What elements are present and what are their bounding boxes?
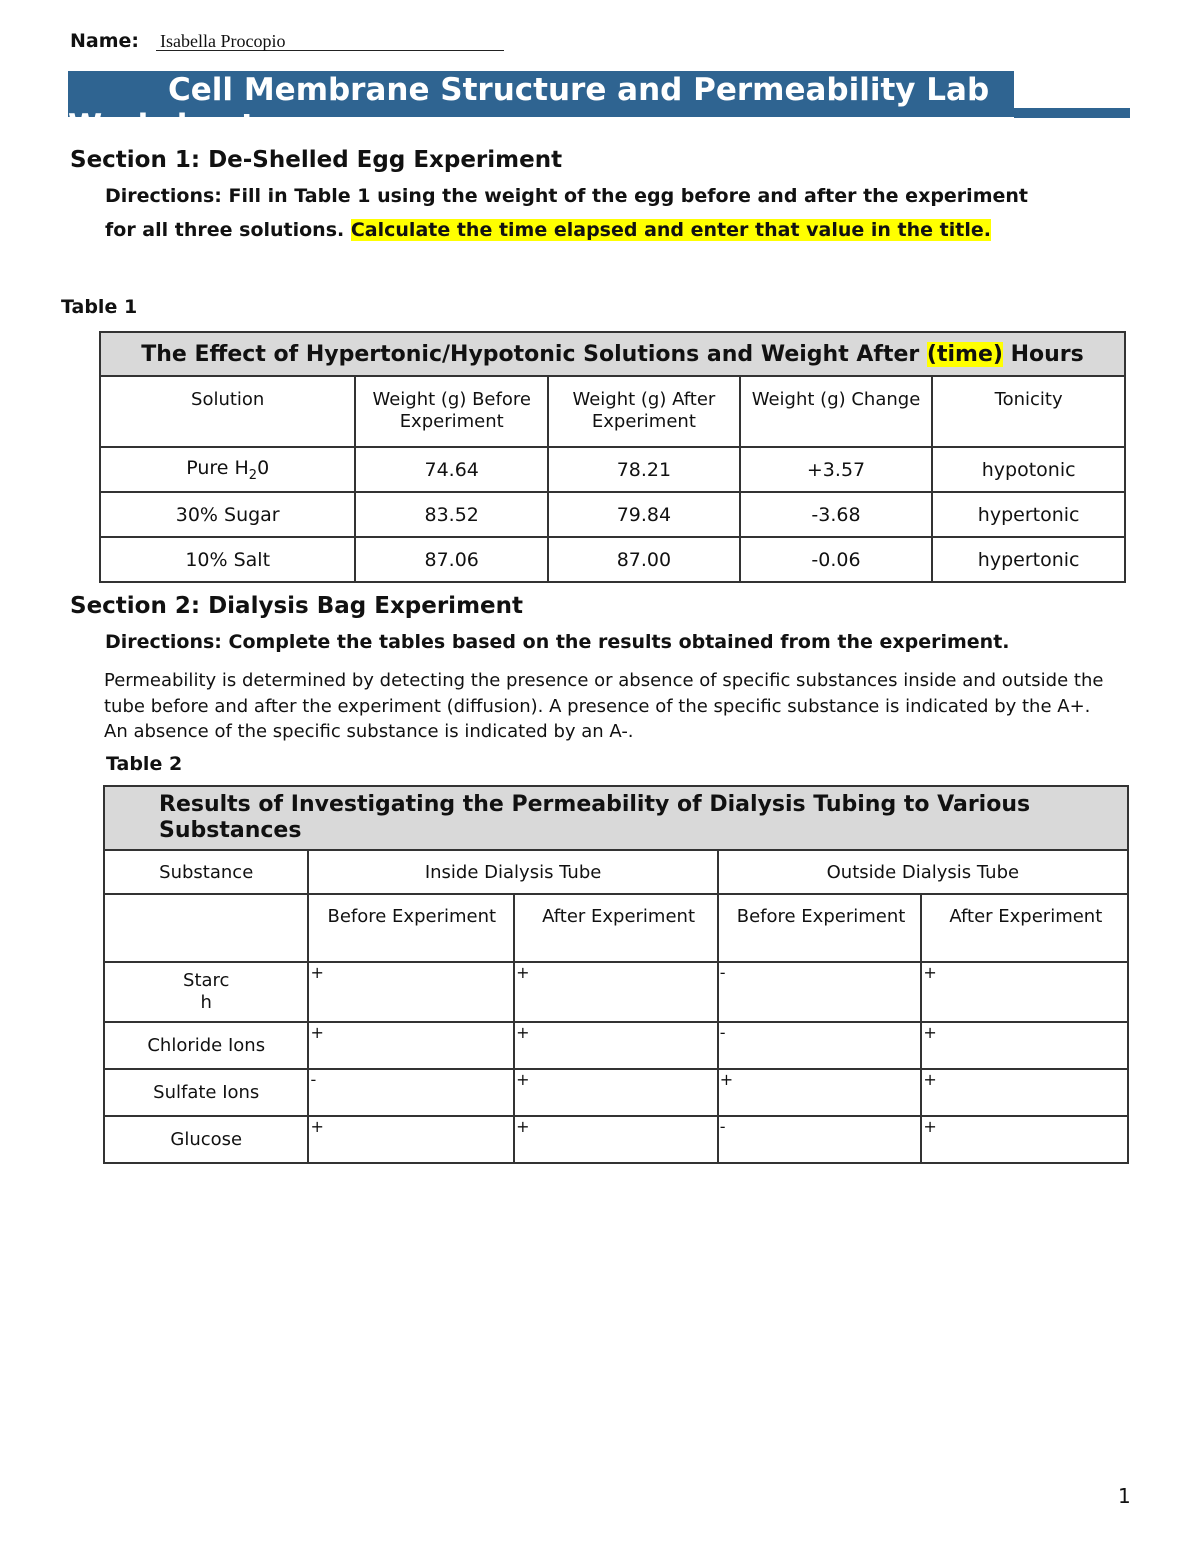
table2-cell-inside-after[interactable]: + [514,962,718,1022]
table2-cell-inside-after[interactable]: + [514,1069,718,1116]
table1-cell-before[interactable]: 83.52 [355,492,548,537]
section2-body: Permeability is determined by detecting the presence or absence of specific substances inside and outside the tube before and after the experiment (diffusion). A presence of the specific substance is indicated by the A+. An absence of the specific substance is indicated by an A-. [104,670,1104,742]
table2-cell-inside-before[interactable]: + [308,1022,514,1069]
table2-cell-outside-after[interactable]: + [921,1069,1128,1116]
table2-label: Table 2 [106,753,183,775]
table2-title: Results of Investigating the Permeability of Dialysis Tubing to Various Substances [104,786,1128,850]
substance-text: Starc h [183,970,230,1013]
table2-header-inside: Inside Dialysis Tube [308,850,717,894]
table2 [103,785,1129,1164]
table1-header-tonicity: Tonicity [932,376,1125,447]
table2-cell-outside-before[interactable]: - [718,1022,922,1069]
table2-cell-inside-after[interactable]: + [514,1116,718,1163]
table2-cell-substance: Chloride Ions [104,1022,308,1069]
table2-cell-outside-after[interactable]: + [921,962,1128,1022]
table-row [104,1022,1128,1069]
table1-cell-change[interactable]: +3.57 [740,447,933,492]
table1-cell-tonicity[interactable]: hypertonic [932,537,1125,582]
table2-subheader-outside-after: After Experiment [921,894,1128,962]
table2-cell-outside-before[interactable]: + [718,1069,922,1116]
table-row [100,537,1125,582]
table1-cell-solution: 10% Salt [100,537,355,582]
table2-cell-substance: Glucose [104,1116,308,1163]
section1-directions [105,179,1045,247]
table2-cell-outside-before[interactable]: - [718,1116,922,1163]
table2-cell-inside-after[interactable]: + [514,1022,718,1069]
solution-text: Pure H [186,456,249,479]
title-banner-strip [1014,108,1130,118]
table2-cell-substance [104,962,308,1022]
table1-cell-tonicity[interactable]: hypotonic [932,447,1125,492]
table2-cell-outside-after[interactable]: + [921,1116,1128,1163]
table-row [104,1116,1128,1163]
table1-cell-before[interactable]: 74.64 [355,447,548,492]
section2-directions: Directions: Complete the tables based on the results obtained from the experiment. [105,631,1010,653]
table2-cell-substance: Sulfate Ions [104,1069,308,1116]
table2-cell-inside-before[interactable]: + [308,1116,514,1163]
table2-header-outside: Outside Dialysis Tube [718,850,1128,894]
table1-cell-solution: 30% Sugar [100,492,355,537]
table-row [104,962,1128,1022]
section2-heading: Section 2: Dialysis Bag Experiment [70,593,524,619]
table-row [104,1069,1128,1116]
table1 [99,331,1126,583]
table1-title-hours: Hours [1002,341,1084,367]
table2-subheader-blank [104,894,308,962]
table1-cell-tonicity[interactable]: hypertonic [932,492,1125,537]
table1-header-change: Weight (g) Change [740,376,933,447]
table2-subheader-outside-before: Before Experiment [718,894,922,962]
table1-cell-after[interactable]: 78.21 [548,447,740,492]
table1-cell-before[interactable]: 87.06 [355,537,548,582]
table1-cell-after[interactable]: 87.00 [548,537,740,582]
table1-cell-change[interactable]: -3.68 [740,492,933,537]
table2-cell-outside-before[interactable]: - [718,962,922,1022]
table-row [100,492,1125,537]
section1-directions-text: Directions: Fill in Table 1 using the weight of the egg before and after the experiment for all three solutions. [105,185,1028,241]
table2-cell-inside-before[interactable]: + [308,962,514,1022]
table1-title [100,332,1125,376]
table2-cell-outside-after[interactable]: + [921,1022,1128,1069]
title-banner [68,71,1014,144]
table1-title-text: The Effect of Hypertonic/Hypotonic Solutions and Weight After [141,341,927,367]
table1-cell-change[interactable]: -0.06 [740,537,933,582]
table1-header-after: Weight (g) After Experiment [548,376,740,447]
page-title-line1: Cell Membrane Structure and Permeability Lab [168,72,990,108]
table2-subheader-inside-after: After Experiment [514,894,718,962]
section1-heading: Section 1: De-Shelled Egg Experiment [70,147,563,173]
table1-cell-after[interactable]: 79.84 [548,492,740,537]
solution-tail: 0 [257,456,270,479]
table2-header-substance: Substance [104,850,308,894]
table1-title-time[interactable]: (time) [926,341,1003,367]
section1-directions-highlight: Calculate the time elapsed and enter that value in the title. [350,219,991,241]
table1-header-solution: Solution [100,376,355,447]
table-row [100,447,1125,492]
table1-cell-solution [100,447,355,492]
page-title [68,72,1008,144]
page-title-line2: Worksheet [68,108,256,144]
page-number: 1 [1118,1484,1131,1508]
solution-subscript: 2 [248,467,258,483]
table2-cell-inside-before[interactable]: - [308,1069,514,1116]
table1-header-before: Weight (g) Before Experiment [355,376,548,447]
table2-subheader-inside-before: Before Experiment [308,894,514,962]
name-label: Name: [70,30,140,52]
name-field[interactable]: Isabella Procopio [156,32,504,51]
table1-label: Table 1 [61,296,138,318]
